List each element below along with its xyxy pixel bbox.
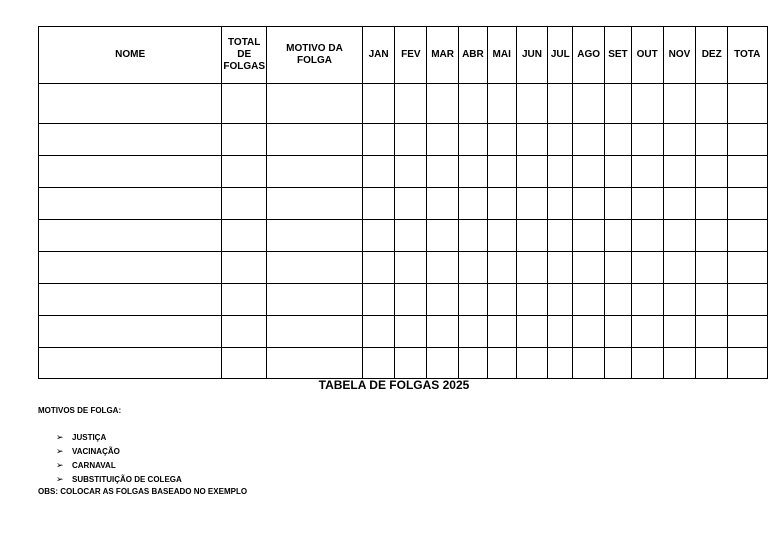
header-total-de-folgas [222, 27, 267, 84]
table-cell[interactable] [487, 284, 516, 316]
table-caption: TABELA DE FOLGAS 2025 [318, 378, 470, 392]
header-month-dez: DEZ [696, 27, 728, 84]
list-item [56, 472, 182, 486]
table-cell[interactable] [663, 220, 696, 252]
table-cell[interactable] [631, 316, 663, 348]
table-cell[interactable] [427, 84, 459, 124]
table-cell[interactable] [548, 284, 573, 316]
table-cell[interactable] [459, 156, 488, 188]
table-cell[interactable] [663, 188, 696, 220]
table-row [39, 188, 768, 220]
table-cell[interactable] [696, 220, 728, 252]
table-cell[interactable] [267, 284, 363, 316]
table-cell[interactable] [267, 348, 363, 379]
header-total-line-2: DE [237, 49, 252, 60]
table-cell[interactable] [605, 284, 632, 316]
table-cell[interactable] [573, 252, 605, 284]
table-cell[interactable] [39, 348, 222, 379]
table-cell[interactable] [362, 220, 395, 252]
table-cell[interactable] [39, 84, 222, 124]
table-cell[interactable] [696, 316, 728, 348]
table-cell[interactable] [395, 316, 427, 348]
table-cell[interactable] [573, 316, 605, 348]
table-cell[interactable] [516, 348, 548, 379]
reason-label: CARNAVAL [72, 461, 116, 470]
table-cell[interactable] [267, 220, 363, 252]
table-cell[interactable] [459, 284, 488, 316]
table-cell[interactable] [728, 124, 768, 156]
table-cell[interactable] [728, 156, 768, 188]
table-cell[interactable] [362, 348, 395, 379]
table-cell[interactable] [395, 156, 427, 188]
table-cell[interactable] [696, 252, 728, 284]
table-cell[interactable] [395, 284, 427, 316]
table-cell[interactable] [696, 348, 728, 379]
table-row [39, 252, 768, 284]
table-row [39, 220, 768, 252]
table-cell[interactable] [222, 156, 267, 188]
table-cell[interactable] [605, 348, 632, 379]
table-cell[interactable] [573, 124, 605, 156]
table-cell[interactable] [487, 84, 516, 124]
table-cell[interactable] [516, 220, 548, 252]
table-cell[interactable] [696, 124, 728, 156]
table-cell[interactable] [222, 188, 267, 220]
reason-label: SUBSTITUIÇÃO DE COLEGA [72, 475, 182, 484]
table-cell[interactable] [631, 124, 663, 156]
table-cell[interactable] [663, 284, 696, 316]
table-cell[interactable] [631, 220, 663, 252]
table-cell[interactable] [395, 348, 427, 379]
table-cell[interactable] [728, 188, 768, 220]
table-cell[interactable] [487, 252, 516, 284]
table-cell[interactable] [605, 188, 632, 220]
table-cell[interactable] [696, 284, 728, 316]
table-cell[interactable] [459, 124, 488, 156]
header-month-ago: AGO [573, 27, 605, 84]
motivos-title: MOTIVOS DE FOLGA: [38, 406, 122, 415]
table-cell[interactable] [631, 252, 663, 284]
table-cell[interactable] [573, 220, 605, 252]
header-month-abr: ABR [459, 27, 488, 84]
header-total-line-1: TOTAL [227, 37, 261, 48]
table-cell[interactable] [459, 188, 488, 220]
table-cell[interactable] [459, 84, 488, 124]
header-nome: NOME [39, 27, 222, 84]
table-cell[interactable] [631, 188, 663, 220]
table-cell[interactable] [696, 188, 728, 220]
arrow-bullet-icon: ➢ [56, 432, 64, 442]
table-cell[interactable] [222, 252, 267, 284]
list-item [56, 430, 182, 444]
table-cell[interactable] [487, 220, 516, 252]
table-cell[interactable] [631, 156, 663, 188]
table-cell[interactable] [222, 220, 267, 252]
table-cell[interactable] [362, 316, 395, 348]
table-cell[interactable] [459, 252, 488, 284]
table-cell[interactable] [39, 156, 222, 188]
table-cell[interactable] [267, 156, 363, 188]
table-cell[interactable] [395, 220, 427, 252]
table-cell[interactable] [631, 348, 663, 379]
table-cell[interactable] [427, 156, 459, 188]
table-cell[interactable] [605, 84, 632, 124]
table-row [39, 316, 768, 348]
table-cell[interactable] [395, 124, 427, 156]
arrow-bullet-icon: ➢ [56, 460, 64, 470]
header-motivo-line-2: FOLGA [296, 55, 332, 66]
table-cell[interactable] [605, 220, 632, 252]
header-month-jun: JUN [516, 27, 548, 84]
table-cell[interactable] [696, 156, 728, 188]
table-cell[interactable] [573, 284, 605, 316]
table-cell[interactable] [516, 284, 548, 316]
table-cell[interactable] [362, 156, 395, 188]
table-row [39, 84, 768, 124]
table-cell[interactable] [548, 252, 573, 284]
table-cell[interactable] [605, 252, 632, 284]
table-cell[interactable] [222, 348, 267, 379]
table-cell[interactable] [39, 316, 222, 348]
table-cell[interactable] [663, 252, 696, 284]
table-cell[interactable] [728, 284, 768, 316]
table-cell[interactable] [728, 348, 768, 379]
table-cell[interactable] [605, 156, 632, 188]
table-cell[interactable] [427, 284, 459, 316]
table-cell[interactable] [573, 84, 605, 124]
table-cell[interactable] [728, 84, 768, 124]
table-cell[interactable] [267, 84, 363, 124]
list-item [56, 458, 182, 472]
table-cell[interactable] [487, 348, 516, 379]
table-row [39, 348, 768, 379]
list-item [56, 444, 182, 458]
arrow-bullet-icon: ➢ [56, 474, 64, 484]
table-cell[interactable] [459, 316, 488, 348]
folgas-table [38, 26, 768, 379]
table-cell[interactable] [548, 316, 573, 348]
table-cell[interactable] [487, 316, 516, 348]
table-cell[interactable] [516, 316, 548, 348]
table-cell[interactable] [39, 124, 222, 156]
table-cell[interactable] [362, 188, 395, 220]
table-cell[interactable] [267, 252, 363, 284]
obs-note: OBS: COLOCAR AS FOLGAS BASEADO NO EXEMPLO [38, 487, 248, 496]
table-row [39, 124, 768, 156]
header-month-fev: FEV [395, 27, 427, 84]
table-cell[interactable] [516, 124, 548, 156]
table-cell[interactable] [267, 124, 363, 156]
header-month-set: SET [605, 27, 632, 84]
table-cell[interactable] [39, 284, 222, 316]
table-cell[interactable] [728, 316, 768, 348]
table-cell[interactable] [427, 188, 459, 220]
table-cell[interactable] [427, 316, 459, 348]
table-cell[interactable] [631, 284, 663, 316]
table-row [39, 156, 768, 188]
table-cell[interactable] [395, 84, 427, 124]
table-cell[interactable] [487, 124, 516, 156]
table-cell[interactable] [548, 124, 573, 156]
header-total-line-3: FOLGAS [223, 61, 266, 72]
table-cell[interactable] [427, 348, 459, 379]
arrow-bullet-icon: ➢ [56, 446, 64, 456]
table-cell[interactable] [663, 316, 696, 348]
table-cell[interactable] [663, 348, 696, 379]
header-motivo-da-folga [267, 27, 363, 84]
table-cell[interactable] [427, 124, 459, 156]
table-cell[interactable] [427, 220, 459, 252]
table-cell[interactable] [222, 316, 267, 348]
table-cell[interactable] [222, 84, 267, 124]
table-cell[interactable] [395, 252, 427, 284]
table-cell[interactable] [459, 220, 488, 252]
header-month-out: OUT [631, 27, 663, 84]
table-cell[interactable] [362, 252, 395, 284]
table-cell[interactable] [362, 284, 395, 316]
table-cell[interactable] [548, 220, 573, 252]
table-cell[interactable] [573, 348, 605, 379]
table-cell[interactable] [605, 316, 632, 348]
table-cell[interactable] [222, 124, 267, 156]
table-cell[interactable] [663, 84, 696, 124]
table-cell[interactable] [222, 284, 267, 316]
reason-label: JUSTIÇA [72, 433, 107, 442]
header-month-nov: NOV [663, 27, 696, 84]
table-cell[interactable] [728, 252, 768, 284]
table-cell[interactable] [487, 188, 516, 220]
table-cell[interactable] [39, 220, 222, 252]
reason-label: VACINAÇÃO [72, 447, 120, 456]
table-cell[interactable] [427, 252, 459, 284]
header-month-mar: MAR [427, 27, 459, 84]
header-month-mai: MAI [487, 27, 516, 84]
table-cell[interactable] [631, 84, 663, 124]
header-month-jan: JAN [362, 27, 395, 84]
table-cell[interactable] [267, 316, 363, 348]
header-month-jul: JUL [548, 27, 573, 84]
table-cell[interactable] [516, 156, 548, 188]
header-motivo-line-1: MOTIVO DA [286, 43, 343, 54]
table-cell[interactable] [516, 84, 548, 124]
table-cell[interactable] [548, 348, 573, 379]
header-total: TOTA [728, 27, 768, 84]
table-cell[interactable] [516, 252, 548, 284]
table-cell[interactable] [605, 124, 632, 156]
table-cell[interactable] [548, 156, 573, 188]
table-cell[interactable] [39, 252, 222, 284]
table-cell[interactable] [395, 188, 427, 220]
table-cell[interactable] [459, 348, 488, 379]
table-cell[interactable] [573, 188, 605, 220]
table-cell[interactable] [362, 124, 395, 156]
table-cell[interactable] [663, 124, 696, 156]
table-cell[interactable] [487, 156, 516, 188]
table-cell[interactable] [267, 188, 363, 220]
reasons-list [56, 430, 182, 486]
table-cell[interactable] [548, 84, 573, 124]
header-row [39, 27, 768, 84]
table-cell[interactable] [39, 188, 222, 220]
table-cell[interactable] [362, 84, 395, 124]
table-cell[interactable] [516, 188, 548, 220]
table-cell[interactable] [573, 156, 605, 188]
table-body [39, 84, 768, 379]
table-cell[interactable] [548, 188, 573, 220]
table-cell[interactable] [663, 156, 696, 188]
table-row [39, 284, 768, 316]
table-cell[interactable] [728, 220, 768, 252]
table-cell[interactable] [696, 84, 728, 124]
